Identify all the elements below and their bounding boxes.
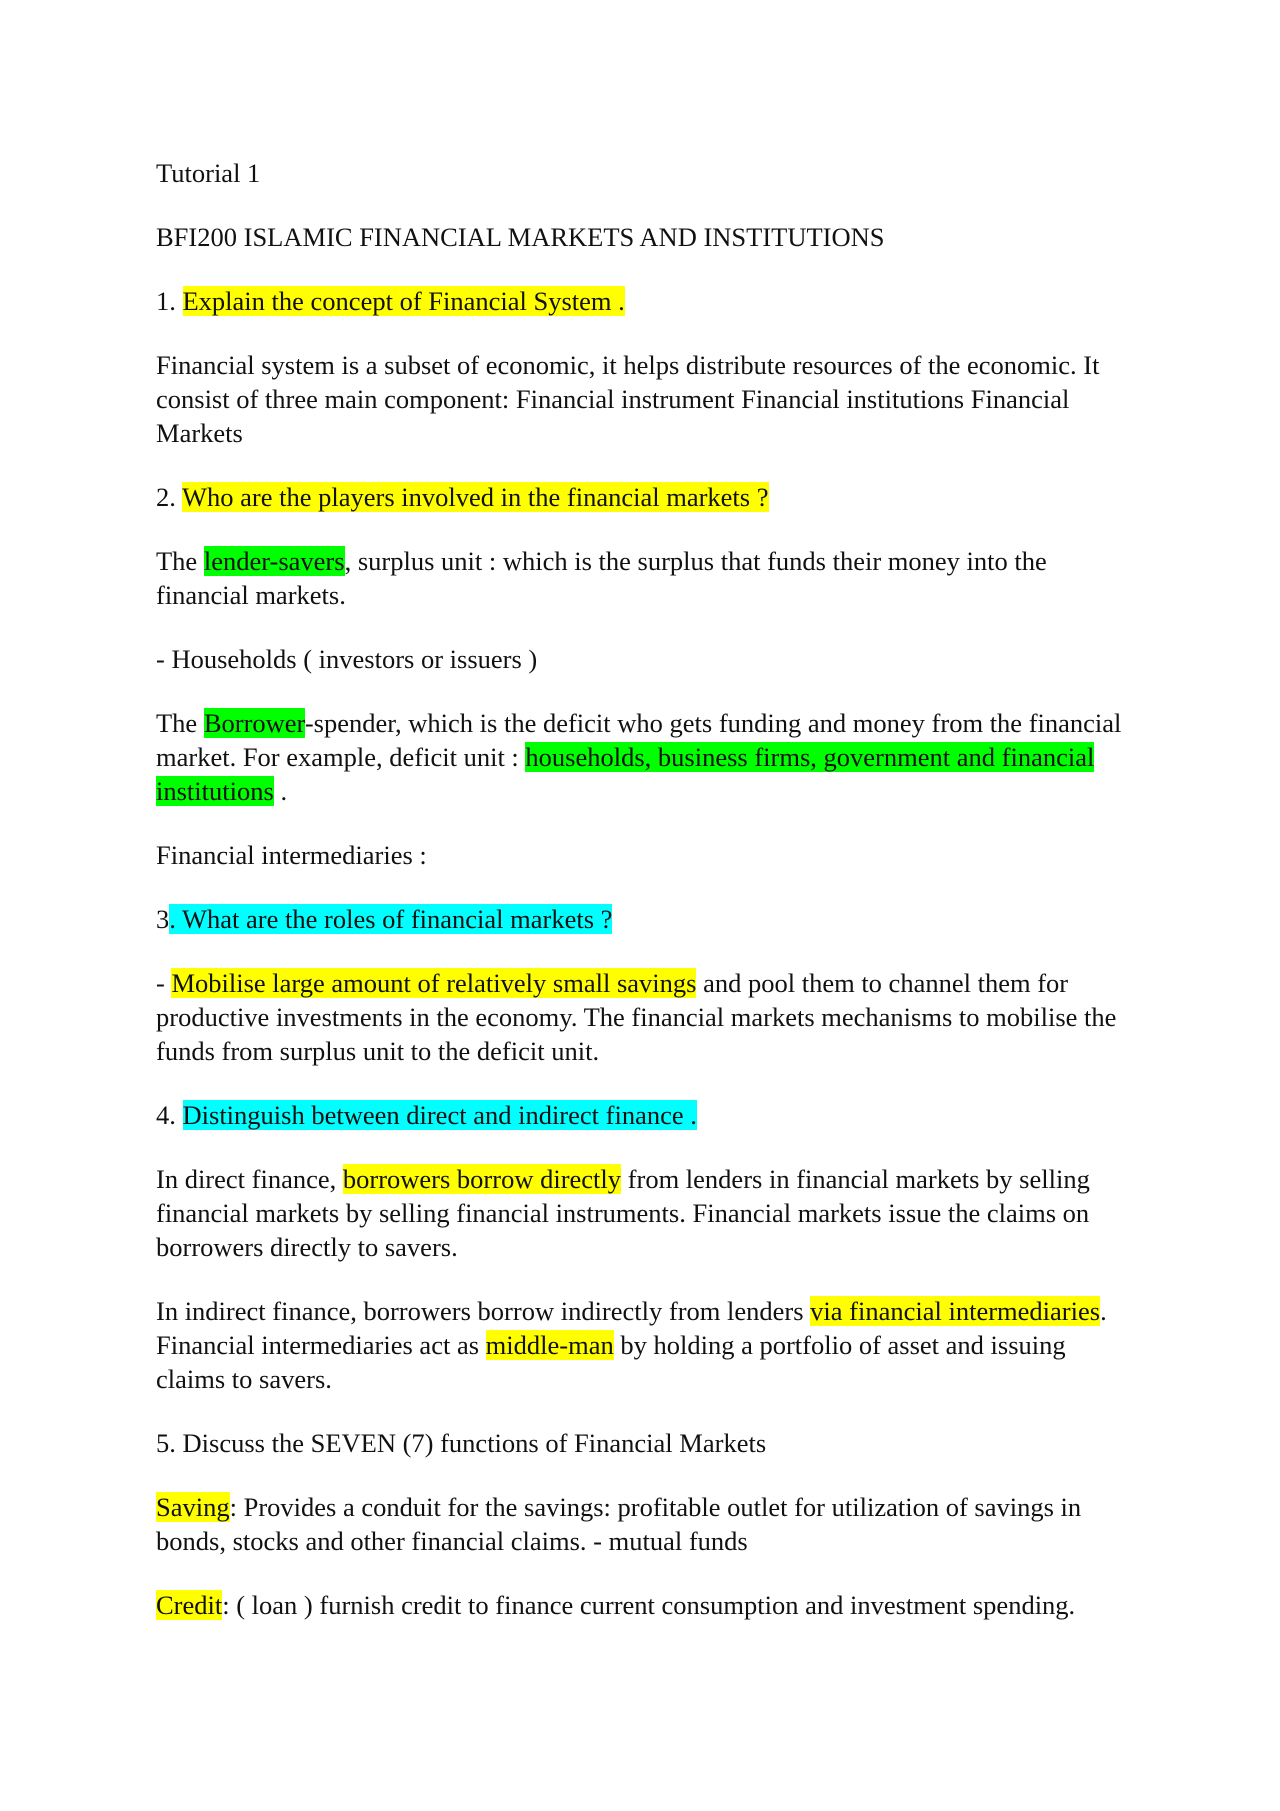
highlighted-term: lender-savers xyxy=(203,546,345,576)
answer-4-indirect xyxy=(156,1294,1136,1396)
document-title: Tutorial 1 xyxy=(156,158,261,188)
answer-2-borrower xyxy=(156,706,1136,808)
question-4 xyxy=(156,1098,1136,1132)
text-run: : Provides a conduit for the savings: profitable outlet for utilization of savings in bonds, stocks and other financial claims. - mutual funds xyxy=(156,1492,1082,1556)
text-run: In indirect finance, borrowers borrow indirectly from lenders xyxy=(156,1296,811,1326)
text-run: The xyxy=(156,546,204,576)
highlighted-term: borrowers borrow directly xyxy=(342,1164,622,1194)
text-run: The xyxy=(156,708,204,738)
answer-2-lender-savers xyxy=(156,544,1136,612)
highlighted-term: Borrower xyxy=(203,708,305,738)
question-3 xyxy=(156,902,1136,936)
question-number: 4. xyxy=(156,1100,183,1130)
text-run: - xyxy=(156,968,172,998)
function-saving xyxy=(156,1490,1136,1558)
answer-2-intermediaries: Financial intermediaries : xyxy=(156,840,427,870)
course-title: BFI200 ISLAMIC FINANCIAL MARKETS AND INSTITUTIONS xyxy=(156,222,885,252)
highlighted-term: households, business firms, government and financial institutions xyxy=(156,742,1095,806)
text-run: : ( loan ) furnish credit to finance current consumption and investment spending. xyxy=(222,1590,1076,1620)
text-run: and pool them to channel them for productive investments in the economy. The financial markets mechanisms to mobilise the funds from surplus unit to the deficit unit. xyxy=(156,968,1117,1066)
question-text: . What are the roles of financial markets ? xyxy=(169,904,613,934)
answer-3 xyxy=(156,966,1136,1068)
highlighted-term: Saving xyxy=(156,1492,230,1522)
question-text: Who are the players involved in the financial markets ? xyxy=(182,482,769,512)
text-run: from lenders in financial markets by selling financial markets by selling financial instruments. Financial markets issue the claims on borrowers directly to savers. xyxy=(156,1164,1090,1262)
question-text: Distinguish between direct and indirect finance . xyxy=(182,1100,697,1130)
text-run: . Financial intermediaries act as xyxy=(156,1296,1107,1360)
text-run: . xyxy=(273,776,288,806)
highlighted-term: Mobilise large amount of relatively small savings xyxy=(171,968,697,998)
question-5: 5. Discuss the SEVEN (7) functions of Financial Markets xyxy=(156,1428,767,1458)
function-credit xyxy=(156,1588,1136,1622)
question-text: Explain the concept of Financial System . xyxy=(182,286,625,316)
question-number: 3 xyxy=(156,904,170,934)
question-number: 1. xyxy=(156,286,183,316)
question-1 xyxy=(156,284,1136,318)
answer-4-direct xyxy=(156,1162,1136,1264)
text-run: by holding a portfolio of asset and issuing claims to savers. xyxy=(156,1330,1066,1394)
question-2 xyxy=(156,480,1136,514)
highlighted-term: middle-man xyxy=(485,1330,614,1360)
document-page xyxy=(156,156,1136,1652)
text-run: , surplus unit : which is the surplus that funds their money into the financial markets. xyxy=(156,546,1047,610)
highlighted-term: Credit xyxy=(156,1590,223,1620)
text-run: In direct finance, xyxy=(156,1164,343,1194)
answer-2-households: - Households ( investors or issuers ) xyxy=(156,644,538,674)
question-number: 2. xyxy=(156,482,183,512)
highlighted-term: via financial intermediaries xyxy=(810,1296,1101,1326)
answer-1: Financial system is a subset of economic, it helps distribute resources of the economic. It consist of three main component: Financial instrument Financial institutions Financial Markets xyxy=(156,350,1100,448)
text-run: -spender, which is the deficit who gets funding and money from the financial market. For example, deficit unit : xyxy=(156,708,1122,772)
